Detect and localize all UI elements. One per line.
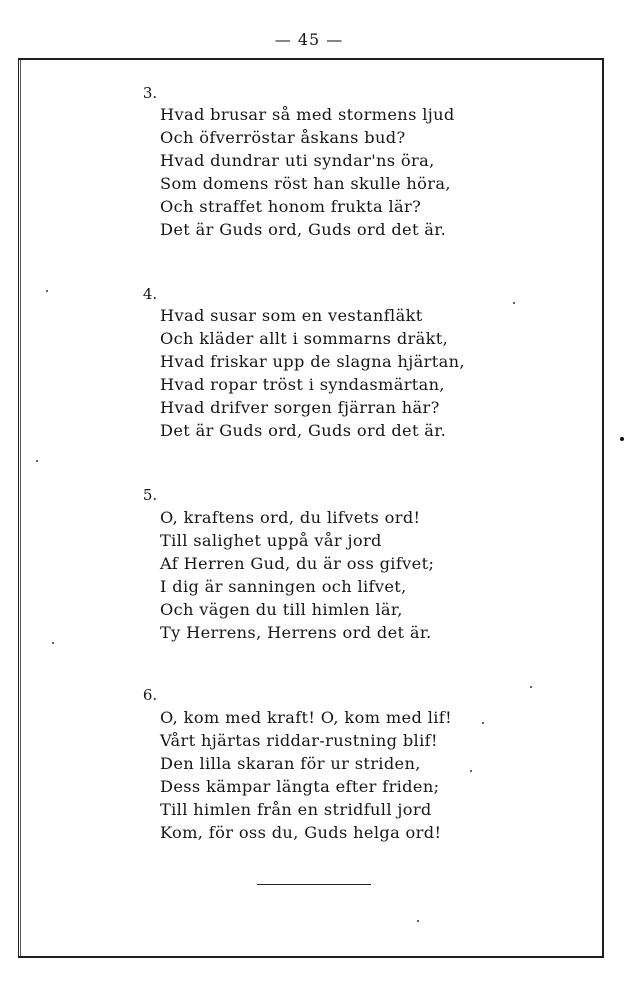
verse-line: Hvad dundrar uti syndar'ns öra, bbox=[160, 151, 435, 170]
scan-speck bbox=[513, 302, 515, 304]
page-number: — 45 — bbox=[274, 30, 344, 49]
verse-line: Hvad friskar upp de slagna hjärtan, bbox=[160, 352, 465, 371]
scan-speck bbox=[482, 722, 484, 724]
stanza-number: 3. bbox=[142, 84, 158, 102]
scan-speck bbox=[620, 437, 624, 441]
verse-line: Hvad ropar tröst i syndasmärtan, bbox=[160, 375, 445, 394]
end-rule-divider bbox=[257, 884, 371, 885]
verse-line: Och vägen du till himlen lär, bbox=[160, 600, 403, 619]
verse-line: Det är Guds ord, Guds ord det är. bbox=[160, 421, 447, 440]
verse-line: Kom, för oss du, Guds helga ord! bbox=[160, 823, 442, 842]
page-frame-inner-edge bbox=[20, 60, 21, 956]
verse-line: Dess kämpar längta efter friden; bbox=[160, 777, 440, 796]
stanza-number: 5. bbox=[142, 486, 158, 504]
scan-speck bbox=[52, 642, 54, 644]
verse-line: I dig är sanningen och lifvet, bbox=[160, 577, 407, 596]
verse-line: Vårt hjärtas riddar-rustning blif! bbox=[160, 731, 438, 750]
scan-speck bbox=[46, 290, 48, 292]
stanza-number: 4. bbox=[142, 285, 158, 303]
verse-line: Af Herren Gud, du är oss gifvet; bbox=[160, 554, 435, 573]
verse-line: O, kom med kraft! O, kom med lif! bbox=[160, 708, 452, 727]
verse-line: Ty Herrens, Herrens ord det är. bbox=[160, 623, 432, 642]
verse-line: Det är Guds ord, Guds ord det är. bbox=[160, 220, 447, 239]
verse-line: Hvad drifver sorgen fjärran här? bbox=[160, 398, 440, 417]
scan-speck bbox=[530, 686, 532, 688]
scan-speck bbox=[417, 920, 419, 922]
verse-line: Hvad susar som en vestanfläkt bbox=[160, 306, 423, 325]
scan-speck bbox=[470, 770, 472, 772]
verse-line: O, kraftens ord, du lifvets ord! bbox=[160, 508, 421, 527]
scan-speck bbox=[36, 460, 38, 462]
verse-line: Hvad brusar så med stormens ljud bbox=[160, 105, 455, 124]
verse-line: Som domens röst han skulle höra, bbox=[160, 174, 451, 193]
stanza-number: 6. bbox=[142, 686, 158, 704]
verse-line: Och kläder allt i sommarns dräkt, bbox=[160, 329, 449, 348]
verse-line: Till salighet uppå vår jord bbox=[160, 531, 382, 550]
verse-line: Till himlen från en stridfull jord bbox=[160, 800, 432, 819]
verse-line: Och öfverröstar åskans bud? bbox=[160, 128, 406, 147]
verse-line: Den lilla skaran för ur striden, bbox=[160, 754, 421, 773]
verse-line: Och straffet honom frukta lär? bbox=[160, 197, 422, 216]
